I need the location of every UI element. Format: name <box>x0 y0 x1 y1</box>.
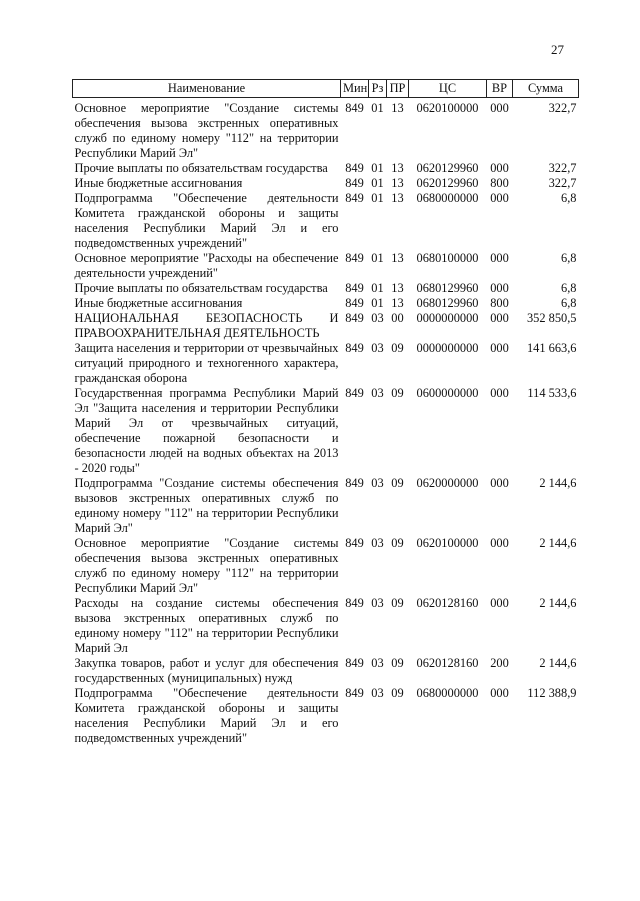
row-target-article: 0620000000 <box>416 476 479 490</box>
row-expense-type: 200 <box>490 656 509 670</box>
row-subsection: 13 <box>391 251 404 265</box>
row-sum: 2 144,6 <box>539 476 577 490</box>
row-name: Основное мероприятие "Создание системы обеспечения вызова экстренных оперативных служб по единому номеру "112" на территории Республики Марий Эл" <box>74 536 339 595</box>
row-sum: 322,7 <box>548 176 577 190</box>
row-name: Подпрограмма "Создание системы обеспечения вызовов экстренных оперативных служб по единому номеру "112" на территории Республики Марий Эл" <box>74 476 339 535</box>
row-subsection: 13 <box>391 296 404 310</box>
row-subsection: 13 <box>391 161 404 175</box>
row-sum: 112 388,9 <box>527 686 577 700</box>
budget-table <box>72 79 579 746</box>
row-name: Иные бюджетные ассигнования <box>74 296 243 310</box>
row-name: Закупка товаров, работ и услуг для обеспечения государственных (муниципальных) нужд <box>74 656 339 685</box>
row-sum: 352 850,5 <box>526 311 577 325</box>
header-sum: Сумма <box>513 80 579 98</box>
row-section: 01 <box>371 296 384 310</box>
row-sum: 322,7 <box>548 101 577 115</box>
row-target-article: 0680129960 <box>416 281 479 295</box>
row-expense-type: 000 <box>490 281 509 295</box>
table-row <box>73 686 579 746</box>
row-target-article: 0620100000 <box>416 101 479 115</box>
header-section: Рз <box>369 80 387 98</box>
row-name: Иные бюджетные ассигнования <box>74 176 243 190</box>
row-expense-type: 000 <box>490 476 509 490</box>
row-target-article: 0620128160 <box>416 656 479 670</box>
row-subsection: 13 <box>391 191 404 205</box>
row-subsection: 09 <box>391 656 404 670</box>
row-target-article: 0680000000 <box>416 191 479 205</box>
row-ministry: 849 <box>345 386 364 400</box>
row-name: Прочие выплаты по обязательствам государства <box>74 161 328 175</box>
table-row <box>73 341 579 386</box>
row-target-article: 0620129960 <box>416 161 479 175</box>
row-section: 03 <box>371 536 384 550</box>
row-target-article: 0680100000 <box>416 251 479 265</box>
row-ministry: 849 <box>345 101 364 115</box>
row-name: Прочие выплаты по обязательствам государства <box>74 281 328 295</box>
row-name: НАЦИОНАЛЬНАЯ БЕЗОПАСНОСТЬ И ПРАВООХРАНИТЕЛЬНАЯ ДЕЯТЕЛЬНОСТЬ <box>74 311 339 340</box>
page-number: 27 <box>551 42 564 57</box>
row-sum: 2 144,6 <box>539 596 577 610</box>
row-expense-type: 800 <box>490 296 509 310</box>
row-sum: 6,8 <box>561 251 577 265</box>
row-ministry: 849 <box>345 161 364 175</box>
row-sum: 2 144,6 <box>539 536 577 550</box>
row-sum: 6,8 <box>561 296 577 310</box>
row-target-article: 0680000000 <box>416 686 479 700</box>
table-row <box>73 296 579 311</box>
row-name: Подпрограмма "Обеспечение деятельности Комитета гражданской обороны и защиты населения Республики Марий Эл и его подведомственных учреждений" <box>74 191 339 250</box>
row-ministry: 849 <box>345 656 364 670</box>
row-expense-type: 000 <box>490 341 509 355</box>
row-ministry: 849 <box>345 686 364 700</box>
table-row <box>73 311 579 341</box>
row-subsection: 13 <box>391 101 404 115</box>
header-ministry: Мин <box>341 80 369 98</box>
row-name: Государственная программа Республики Марий Эл "Защита населения и территории Республики Марий Эл от чрезвычайных ситуаций, обеспечение пожарной безопасности и безопасности людей на водных объектах на 2013 - 2020 годы" <box>74 386 339 475</box>
table-row <box>73 191 579 251</box>
row-ministry: 849 <box>345 536 364 550</box>
row-sum: 322,7 <box>548 161 577 175</box>
row-section: 01 <box>371 251 384 265</box>
header-name: Наименование <box>73 80 341 98</box>
table-row <box>73 251 579 281</box>
row-expense-type: 000 <box>490 191 509 205</box>
row-subsection: 09 <box>391 686 404 700</box>
row-section: 03 <box>371 686 384 700</box>
row-expense-type: 000 <box>490 101 509 115</box>
row-expense-type: 000 <box>490 596 509 610</box>
row-sum: 6,8 <box>561 281 577 295</box>
row-expense-type: 000 <box>490 161 509 175</box>
row-subsection: 09 <box>391 536 404 550</box>
row-subsection: 09 <box>391 476 404 490</box>
header-target-article: ЦС <box>409 80 487 98</box>
row-ministry: 849 <box>345 296 364 310</box>
row-section: 03 <box>371 311 384 325</box>
row-subsection: 09 <box>391 596 404 610</box>
row-sum: 6,8 <box>561 191 577 205</box>
row-section: 01 <box>371 176 384 190</box>
table-header-row <box>73 80 579 98</box>
table-row <box>73 536 579 596</box>
table-row <box>73 386 579 476</box>
table-row <box>73 656 579 686</box>
row-section: 03 <box>371 596 384 610</box>
row-target-article: 0620129960 <box>416 176 479 190</box>
row-subsection: 13 <box>391 281 404 295</box>
row-expense-type: 000 <box>490 386 509 400</box>
row-target-article: 0600000000 <box>416 386 479 400</box>
row-ministry: 849 <box>345 251 364 265</box>
row-target-article: 0620100000 <box>416 536 479 550</box>
row-target-article: 0000000000 <box>416 311 479 325</box>
row-name: Основное мероприятие "Расходы на обеспечение деятельности учреждений" <box>74 251 339 280</box>
row-sum: 141 663,6 <box>526 341 577 355</box>
row-target-article: 0680129960 <box>416 296 479 310</box>
row-subsection: 00 <box>391 311 404 325</box>
row-ministry: 849 <box>345 191 364 205</box>
row-sum: 2 144,6 <box>539 656 577 670</box>
row-name: Основное мероприятие "Создание системы обеспечения вызова экстренных оперативных служб по единому номеру "112" на территории Республики Марий Эл" <box>74 101 339 160</box>
table-row <box>73 176 579 191</box>
row-name: Защита населения и территории от чрезвычайных ситуаций природного и техногенного характера, гражданская оборона <box>74 341 339 385</box>
row-section: 03 <box>371 386 384 400</box>
row-subsection: 09 <box>391 341 404 355</box>
row-name: Расходы на создание системы обеспечения вызова экстренных оперативных служб по единому номеру "112" на территории Республики Марий Эл <box>74 596 339 655</box>
row-expense-type: 000 <box>490 251 509 265</box>
row-ministry: 849 <box>345 311 364 325</box>
row-section: 01 <box>371 161 384 175</box>
table-row <box>73 161 579 176</box>
row-subsection: 13 <box>391 176 404 190</box>
table-row <box>73 281 579 296</box>
row-target-article: 0620128160 <box>416 596 479 610</box>
row-target-article: 0000000000 <box>416 341 479 355</box>
row-ministry: 849 <box>345 341 364 355</box>
row-ministry: 849 <box>345 596 364 610</box>
header-subsection: ПР <box>387 80 409 98</box>
row-subsection: 09 <box>391 386 404 400</box>
row-expense-type: 000 <box>490 311 509 325</box>
row-expense-type: 000 <box>490 536 509 550</box>
row-section: 01 <box>371 191 384 205</box>
row-section: 03 <box>371 476 384 490</box>
table-row <box>73 98 579 162</box>
row-expense-type: 000 <box>490 686 509 700</box>
row-section: 01 <box>371 281 384 295</box>
row-section: 03 <box>371 656 384 670</box>
row-ministry: 849 <box>345 476 364 490</box>
table-row <box>73 596 579 656</box>
row-sum: 114 533,6 <box>527 386 577 400</box>
row-expense-type: 800 <box>490 176 509 190</box>
row-section: 01 <box>371 101 384 115</box>
row-section: 03 <box>371 341 384 355</box>
row-ministry: 849 <box>345 281 364 295</box>
header-expense-type: ВР <box>487 80 513 98</box>
row-ministry: 849 <box>345 176 364 190</box>
table-row <box>73 476 579 536</box>
row-name: Подпрограмма "Обеспечение деятельности Комитета гражданской обороны и защиты населения Республики Марий Эл и его подведомственных учреждений" <box>74 686 339 745</box>
